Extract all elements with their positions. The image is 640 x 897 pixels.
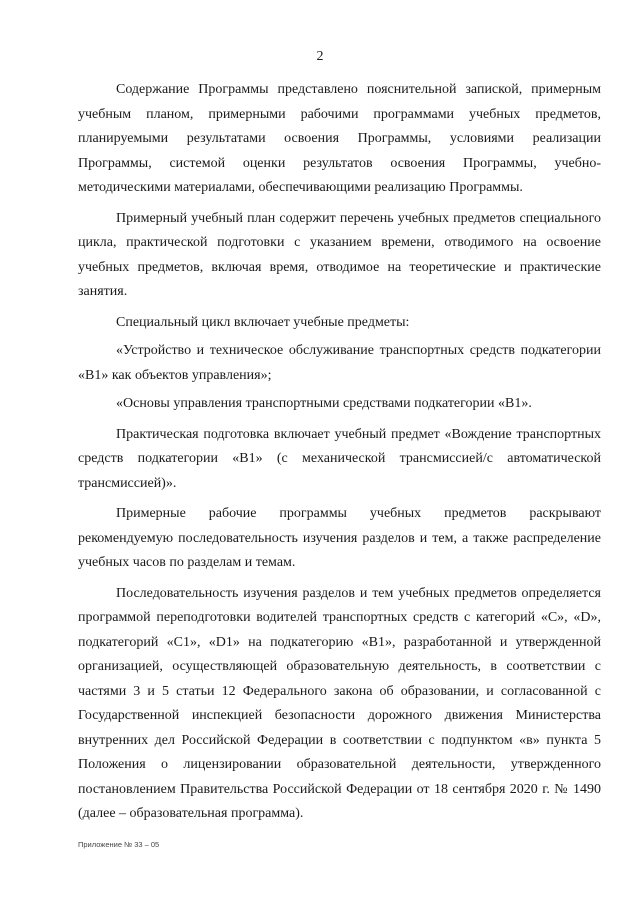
paragraph-work-programs: Примерные рабочие программы учебных предметов раскрывают рекомендуемую последовательность изучения разделов и тем, а также распределение учебных часов по разделам и темам. [78, 506, 601, 570]
paragraph-subject-basics: «Основы управления транспортными средствами подкатегории «B1». [116, 396, 532, 411]
paragraph-special-cycle: Специальный цикл включает учебные предметы: [116, 314, 410, 330]
paragraph-sequence: Последовательность изучения разделов и тем учебных предметов определяется программой переподготовки водителей транспортных средств с категорий «C», «D», подкатегорий «C1», «D1» на подкатегорию «B1», разработанной и утвержденной организацией, осуществляющей образовательную деятельность, в соответствии с частями 3 и 5 статьи 12 Федерального закона об образовании, и согласованной с Государственной инспекцией безопасности дорожного движения Министерства внутренних дел Российской Федерации в соответствии с подпунктом «в» пункта 5 Положения о лицензировании образовательной деятельности, утвержденного постановлением Правительства Российской Федерации от 18 сентября 2020 г. № 1490 (далее – образовательная программа). [78, 585, 601, 821]
page-number: 2 [316, 49, 324, 64]
paragraph-practical-training: Практическая подготовка включает учебный предмет «Вождение транспортных средств подкатегории «B1» (с механической трансмиссией/с автоматической трансмиссией)». [78, 426, 601, 491]
paragraph-curriculum: Примерный учебный план содержит перечень учебных предметов специального цикла, практической подготовки с указанием времени, отводимого на освоение учебных предметов, включая время, отводимое на теоретические и практические занятия. [78, 210, 601, 299]
paragraph-program-content: Содержание Программы представлено пояснительной запиской, примерным учебным планом, примерными рабочими программами учебных предметов, планируемыми результатами освоения Программы, условиями реализации Программы, системой оценки результатов освоения Программы, учебно-методическими материалами, обеспечивающими реализацию Программы. [78, 82, 601, 195]
footer-note: Приложение № 33 – 05 [78, 840, 160, 849]
paragraph-subject-device: «Устройство и техническое обслуживание транспортных средств подкатегории «B1» как объектов управления»; [78, 343, 601, 383]
body-text [78, 78, 601, 827]
